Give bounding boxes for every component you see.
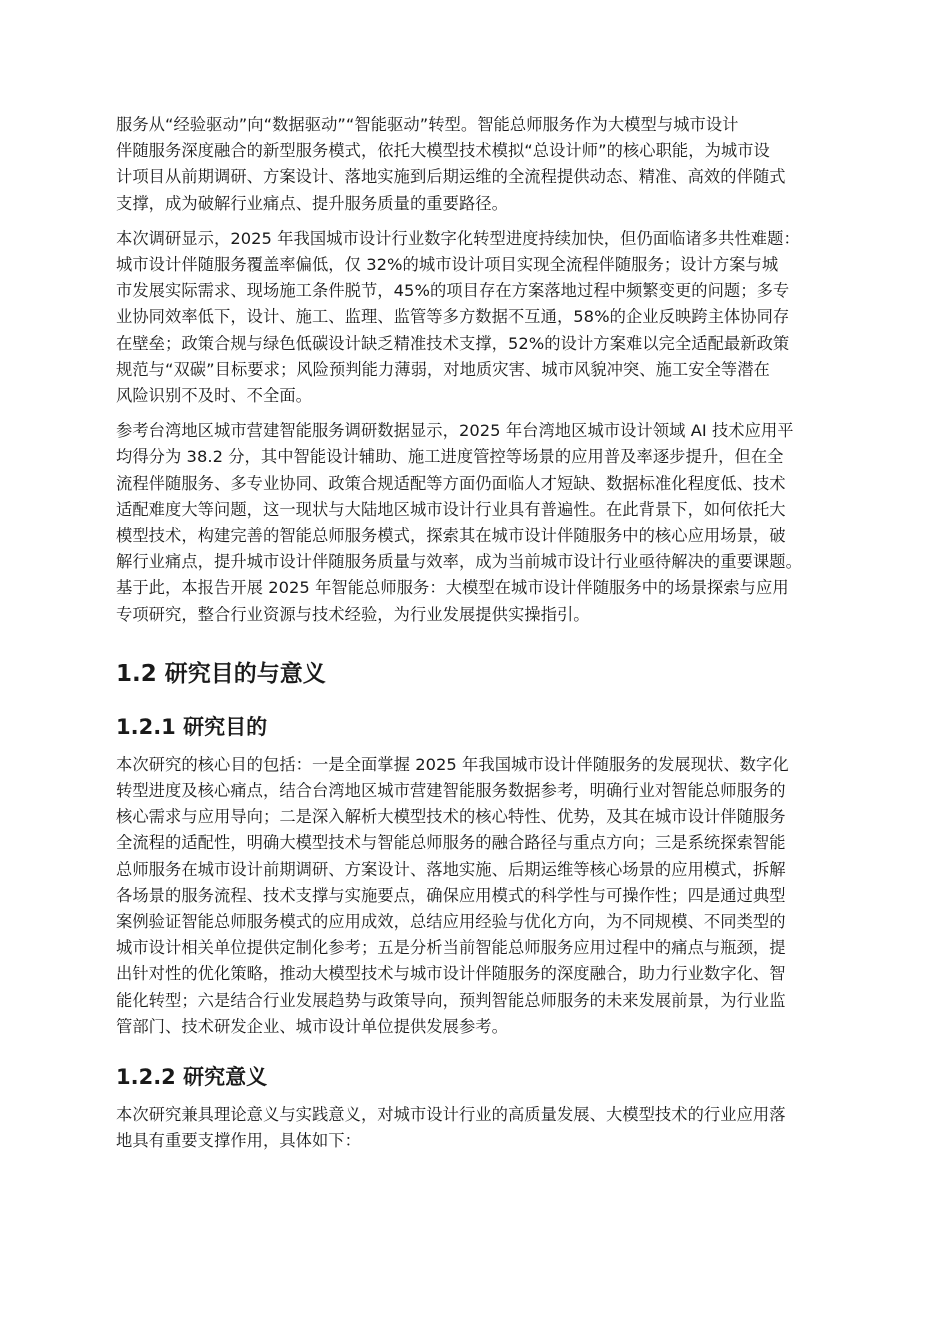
- text-line: 本次调研显示，2025 年我国城市设计行业数字化转型进度持续加快，但仍面临诸多共性难题：: [116, 228, 800, 248]
- section-heading-1-2-1: 1.2.1 研究目的: [116, 714, 268, 739]
- text-line: 伴随服务深度融合的新型服务模式，依托大模型技术模拟“总设计师”的核心职能，为城市设: [116, 141, 770, 161]
- text-line: 计项目从前期调研、方案设计、落地实施到后期运维的全流程提供动态、精准、高效的伴随式: [116, 167, 786, 187]
- text-line: 参考台湾地区城市营建智能服务调研数据显示，2025 年台湾地区城市设计领域 AI 技术应用平: [116, 421, 794, 441]
- text-line: 转型进度及核心痛点，结合台湾地区城市营建智能服务数据参考，明确行业对智能总师服务的: [116, 781, 786, 801]
- text-line: 能化转型；六是结合行业发展趋势与政策导向，预判智能总师服务的未来发展前景，为行业监: [116, 990, 786, 1010]
- text-line: 本次研究的核心目的包括：一是全面掌握 2025 年我国城市设计伴随服务的发展现状、数字化: [116, 754, 789, 774]
- text-line: 在壁垒；政策合规与绿色低碳设计缺乏精准技术支撑，52%的设计方案难以完全适配最新政策: [116, 333, 790, 353]
- text-line: 案例验证智能总师服务模式的应用成效，总结应用经验与优化方向，为不同规模、不同类型的: [116, 912, 786, 932]
- text-line: 各场景的服务流程、技术支撑与实施要点，确保应用模式的科学性与可操作性；四是通过典型: [116, 885, 786, 905]
- text-line: 风险识别不及时、不全面。: [116, 386, 312, 406]
- section-heading-1-2: 1.2 研究目的与意义: [116, 660, 326, 687]
- text-line: 规范与“双碳”目标要求；风险预判能力薄弱，对地质灾害、城市风貌冲突、施工安全等潜在: [116, 359, 770, 379]
- text-line: 管部门、技术研发企业、城市设计单位提供发展参考。: [116, 1016, 508, 1036]
- text-line: 城市设计伴随服务覆盖率偏低，仅 32%的城市设计项目实现全流程伴随服务；设计方案与城: [116, 255, 779, 275]
- text-line: 服务从“经验驱动”向“数据驱动”“智能驱动”转型。智能总师服务作为大模型与城市设计: [116, 115, 739, 134]
- text-line: 模型技术，构建完善的智能总师服务模式，探索其在城市设计伴随服务中的核心应用场景，破: [116, 526, 786, 546]
- text-line: 市发展实际需求、现场施工条件脱节，45%的项目存在方案落地过程中频繁变更的问题；多专: [116, 281, 790, 301]
- intro-paragraph-2: [116, 226, 842, 409]
- intro-paragraph-3: [116, 418, 842, 628]
- research-purpose-paragraph: [116, 752, 842, 1040]
- document-page: [116, 112, 842, 1155]
- text-line: 本次研究兼具理论意义与实践意义，对城市设计行业的高质量发展、大模型技术的行业应用落: [116, 1105, 786, 1125]
- text-line: 基于此，本报告开展 2025 年智能总师服务：大模型在城市设计伴随服务中的场景探索与应用: [116, 578, 789, 598]
- text-line: 解行业痛点，提升城市设计伴随服务质量与效率，成为当前城市设计行业亟待解决的重要课题。: [116, 552, 802, 572]
- section-heading-1-2-2: 1.2.2 研究意义: [116, 1065, 268, 1090]
- text-line: 核心需求与应用导向；二是深入解析大模型技术的核心特性、优势，及其在城市设计伴随服务: [116, 807, 786, 827]
- text-line: 业协同效率低下，设计、施工、监理、监管等多方数据不互通，58%的企业反映跨主体协同存: [116, 307, 790, 327]
- text-line: 出针对性的优化策略，推动大模型技术与城市设计伴随服务的深度融合，助力行业数字化、智: [116, 964, 786, 984]
- text-line: 地具有重要支撑作用，具体如下：: [116, 1131, 361, 1151]
- intro-paragraph-1: [116, 112, 842, 217]
- text-line: 专项研究，整合行业资源与技术经验，为行业发展提供实操指引。: [116, 604, 590, 624]
- text-line: 支撑，成为破解行业痛点、提升服务质量的重要路径。: [116, 193, 508, 213]
- text-line: 均得分为 38.2 分，其中智能设计辅助、施工进度管控等场景的应用普及率逐步提升，但在全: [116, 447, 784, 467]
- text-line: 城市设计相关单位提供定制化参考；五是分析当前智能总师服务应用过程中的痛点与瓶颈，提: [116, 938, 786, 958]
- text-line: 全流程的适配性，明确大模型技术与智能总师服务的融合路径与重点方向；三是系统探索智能: [116, 833, 786, 853]
- text-line: 适配难度大等问题，这一现状与大陆地区城市设计行业具有普遍性。在此背景下，如何依托大: [116, 499, 786, 519]
- text-line: 总师服务在城市设计前期调研、方案设计、落地实施、后期运维等核心场景的应用模式，拆解: [116, 859, 786, 879]
- research-significance-paragraph: [116, 1102, 842, 1154]
- text-line: 流程伴随服务、多专业协同、政策合规适配等方面仍面临人才短缺、数据标准化程度低、技术: [116, 473, 786, 493]
